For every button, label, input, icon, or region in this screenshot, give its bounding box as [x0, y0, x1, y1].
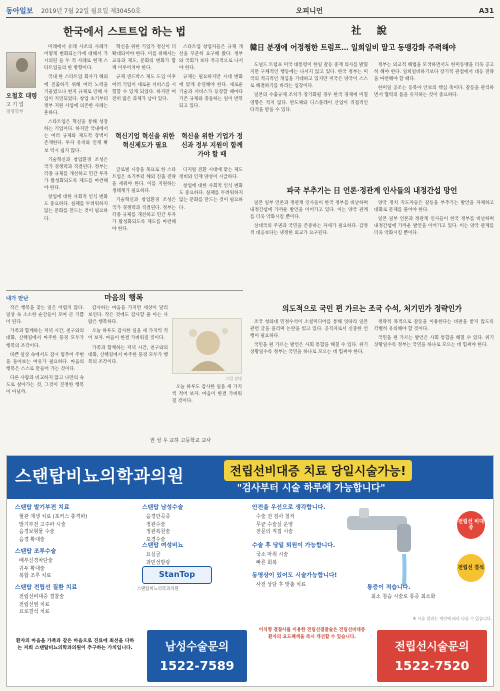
editorial-1-col-2 — [374, 62, 494, 182]
paragraph: 디지털 전환 시대에 맞는 제도 정비와 인재 양성이 시급하다. — [179, 168, 243, 181]
ad-item: 음경 확대술 — [19, 537, 45, 544]
column-col-2 — [88, 305, 168, 435]
ad-item: 정관수술 — [146, 521, 166, 528]
paragraph: 상대국의 주권과 국민을 존중하는 자세가 필요하다. 감정적 대응보다는 냉정한 외교가 요구된다. — [250, 224, 368, 237]
pull-quote: 혁신기업 혁신을 위한 혁신제도가 필요 — [115, 133, 175, 150]
ad-section — [367, 584, 487, 602]
paragraph: 가족과 함께하는 저녁 시간, 친구와의 대화, 산책길에서 마주한 풍경 모두가 행복의 조각이다. — [88, 345, 168, 365]
ad-item: 수술 전 검사 철저 — [256, 513, 295, 520]
paragraph: 글로벌 시장을 목표로 한 스타트업은 초기부터 해외 진출 전략을 세워야 한다. 이를 지원하는 생태계가 필요하다. — [112, 168, 176, 195]
ad-section-title: 스탠탑 여성비뇨 — [142, 543, 184, 549]
author-box — [6, 52, 40, 115]
stantop-subtitle: 스탠탑비뇨의학과의원 — [137, 587, 179, 592]
editorial-3-col-2 — [374, 319, 494, 449]
ad-footnote: ※ 시술 결과는 개인에 따라 다를 수 있습니다. — [412, 616, 492, 621]
ad-item: 국소 마취 시술 — [256, 551, 289, 558]
ad-section — [252, 572, 342, 590]
ad-section — [15, 548, 135, 581]
section-title: 오피니언 — [295, 6, 323, 15]
ad-item: 최소 침습 시술로 통증 최소화 — [371, 593, 436, 600]
ad-section — [15, 504, 135, 545]
faucet-icon — [337, 506, 447, 594]
editorial-headline-2: 파국 부추기는 日 언론·정관계 인사들의 내정간섭 망언 — [286, 186, 458, 195]
ad-section — [142, 504, 242, 545]
paragraph: 규제 샌드박스 제도 도입 이후 여러 기업이 새로운 서비스를 시험할 수 있게 되었다. 하지만 여전히 많은 과제가 남아 있다. — [112, 75, 176, 102]
paragraph: 미래에서 유래 사조의 사례가 어떻게 변화되는가에 대해서 가 시의된 들 두 적 사례로 현재 스타트업들의 한 방향이다. — [44, 45, 108, 72]
paragraph: 일본의 수출규제 조치가 장기화될 경우 한국 경제에 미칠 영향은 적지 않다. 반도체와 디스플레이 산업이 직접적인 타격을 받을 수 있다. — [250, 93, 368, 113]
article-col-2b — [112, 167, 176, 285]
illustration-caption: 그림 설명 — [225, 376, 242, 381]
paragraph: 국내 한 스타트업 회사가 해외에 진출하기 위해 여러 노력을 기울였으나 현지 규제로 인해 사업이 지연되었다. 창업 초기부터 정부 지원 사업에 의존한 사례는 흔하다. — [44, 75, 108, 116]
paragraph: 일본 일부 언론과 정관계 인사들이 한국 정부를 비난하며 내정간섭에 가까운 발언을 이어가고 있다. 이는 양국 관계를 더욱 악화시킬 뿐이다. — [250, 201, 368, 221]
ad-subtitle: "검사부터 시술 하루에 가능합니다" — [237, 483, 386, 494]
author-photo — [6, 52, 36, 88]
ad-item: 전립선비대증 결찰술 — [19, 593, 65, 600]
issue-date: 2019년 7월 22일 월요일 제30450호 — [41, 8, 141, 15]
column-label: 내가 만난 — [6, 295, 29, 302]
ad-message-2: 이식형 결찰사를 이용한 전립선결찰술은 전립선비대증 환자의 요도폐색을 즉시 개선할 수 있습니다. — [258, 628, 366, 640]
ad-item: 음경만곡증 — [146, 513, 171, 520]
paragraph: 정부는 외교적 해법을 모색하면서도 한미동맹을 더욱 공고히 해야 한다. 일희일비하기보다 장기적 관점에서 대응 전략을 마련해야 할 때다. — [374, 63, 494, 83]
ad-section-title: 안전을 우선으로 생각합니다. — [252, 505, 326, 511]
advertisement — [6, 455, 494, 687]
ad-message: 환자의 마음을 가족과 같은 마음으로 진료에 최선을 다하는 저희 스탠탑비뇨의학과의원이 추구하는 가치입니다. — [15, 639, 135, 652]
editorial-headline-1: 韓日 분쟁에 어정쩡한 트럼프… 일희일비 말고 동맹강화 주력해야 — [250, 43, 456, 52]
paragraph: 국민을 편 가르는 발언은 사회 통합을 해칠 수 있다. 위기 상황일수록 정부는 국민을 하나로 모으는 데 힘써야 한다. — [250, 343, 368, 356]
phone-box-label: 전립선시술문의 — [394, 640, 470, 653]
ad-section-title: 동영상이 있어도 시술가능합니다! — [252, 573, 338, 579]
phone-box-label: 남성수술문의 — [165, 640, 229, 653]
ad-item: 혈관 재생 치료 (포커스 충격파) — [19, 513, 88, 520]
column-title: 마음의 행복 — [104, 293, 144, 302]
page-header — [6, 4, 494, 18]
paragraph: 조국 청와대 민정수석이 소셜미디어를 통해 잇따라 일본 관련 글을 올리며 논란을 빚고 있다. 공직자로서 신중한 언행이 필요하다. — [250, 320, 368, 340]
editorial-headline-3: 의도적으로 국민 편 가르는 조국 수석, 처기민가 정략인가 — [282, 304, 462, 313]
column-author: 권 성 우 교하 고등학교 교사 — [150, 438, 212, 444]
paragraph: 한미일 공조는 동북아 안보의 핵심 축이다. 갈등을 관리하면서 협력의 틀을 유지하는 것이 중요하다. — [374, 86, 494, 99]
ad-clinic-name: 스탠탑비뇨의학과의원 — [15, 467, 185, 487]
ad-section-title: 스탠탑 남성수술 — [142, 505, 184, 511]
paragraph: 작은 행복을 찾는 일은 어렵지 않다. 일상 속 소소한 순간들이 모여 큰 기쁨이 된다. — [6, 306, 84, 326]
ad-section-title: 수술 후 당일 퇴원이 가능합니다. — [252, 543, 336, 549]
page-number: A31 — [478, 6, 494, 15]
paragraph: 기술혁신과 창업환경 조성은 국가 경쟁력과 직결된다. 정부는 각종 규제를 개선하고 민간 투자가 활성화되도록 제도를 마련해야 한다. — [44, 157, 108, 192]
column-banner — [6, 290, 243, 302]
newspaper-logo: 동아일보 — [6, 6, 34, 15]
ad-section-title: 통증이 적습니다. — [367, 585, 411, 591]
paragraph: 스타트업은 혁신을 통해 성장하는 기업이다. 하지만 국내에서는 여러 규제와 제도적 장벽이 존재한다. 투자 유치와 인재 확보 역시 쉽지 않다. — [44, 120, 108, 154]
paragraph: 국민을 편 가르는 발언은 사회 통합을 해칠 수 있다. 위기 상황일수록 정부는 국민을 하나로 모으는 데 힘써야 한다. — [374, 336, 494, 349]
article-headline: 한국에서 스트트업 하는 법 — [63, 26, 186, 38]
paragraph: 일본 일부 언론과 정관계 인사들이 한국 정부를 비난하며 내정간섭에 가까운 발언을 이어가고 있다. 이는 양국 관계를 더욱 악화시킬 뿐이다. — [374, 217, 494, 237]
paragraph: 감사하는 마음을 가지면 세상이 달리 보인다. 작은 것에도 감사할 줄 아는 사람은 행복하다. — [88, 306, 168, 326]
paragraph: 규제는 필요하지만 시대 변화에 맞게 유연해야 한다. 새로운 기술과 서비스가 등장할 때마다 기존 규제와 충돌하는 일이 반복되고 있다. — [179, 75, 243, 109]
ad-section-title: 스탠탑 발기부전 치료 — [15, 505, 70, 511]
paragraph: 기술혁신과 창업환경 조성은 국가 경쟁력과 직결된다. 정부는 각종 규제를 개선하고 민간 투자가 활성화되도록 제도를 마련해야 한다. — [112, 198, 176, 232]
ad-badge: 전립선비대증 치료 당일시술가능! — [224, 460, 412, 481]
author-title: 고 기 업 — [6, 102, 24, 108]
ad-item: 전립선염 치료 — [19, 601, 50, 608]
paragraph: 오늘 하루도 감사한 일을 세 가지씩 적어 보자. 마음이 한결 가벼워질 것이다. — [88, 329, 168, 342]
author-name: 오철호 대령 — [6, 93, 38, 100]
paragraph: 다른 사람과 비교하지 않고 나만의 속도로 살아가는 것, 그것이 진정한 행복이 아닐까. — [6, 375, 84, 396]
ad-item: 발기부전 고주파 시술 — [19, 521, 66, 528]
paragraph: 도널드 트럼프 미국 대통령이 한일 갈등 중재 의사를 밝혔지만 구체적인 행동에는 나서지 않고 있다. 한국 정부는 미국의 적극적인 개입을 기대하고 있지만 미국은 양국이 스스로 해결하기를 바라는 입장이다. — [250, 63, 368, 90]
ad-section — [142, 542, 242, 567]
ad-circle-badge: 전립선 비대증 — [457, 511, 485, 539]
phone-number: 1522-7520 — [394, 658, 470, 673]
stantop-logo: StanTop — [142, 566, 212, 584]
ad-item: 과민성방광 — [146, 559, 171, 566]
ad-item: 무균 수술실 운영 — [256, 521, 293, 528]
editorial-2-col-1 — [250, 200, 368, 300]
column-article — [6, 22, 243, 287]
pull-quote: 혁신을 위한 기업가 정신과 정부 지원이 함께 가야 할 때 — [181, 133, 243, 159]
ad-item: 사전 상담 후 맞춤 치료 — [256, 581, 306, 588]
author-affiliation: 경영학부 — [6, 110, 24, 115]
illustration-image — [173, 319, 243, 375]
ad-item: 빠른 회복 — [256, 559, 277, 566]
ad-item: 포경수술 — [146, 537, 166, 544]
ad-section-title: 스탠탑 조루수술 — [15, 549, 57, 555]
editorial-section — [250, 22, 494, 452]
paragraph: 양국 정치 지도자들은 갈등을 부추기는 발언을 자제하고 대화로 문제를 풀어야 한다. — [374, 201, 494, 214]
ad-item: 귀두 확대술 — [19, 565, 45, 572]
editorial-3-col-1 — [250, 319, 368, 449]
column-col-3 — [172, 384, 242, 434]
column-illustration — [172, 318, 242, 374]
editorial-title: 社 說 — [351, 26, 393, 37]
ad-section — [252, 504, 342, 537]
column-col-1 — [6, 305, 84, 451]
ad-item: 요로결석 치료 — [19, 609, 50, 616]
ad-circle-badge: 전립선 결석 — [457, 554, 485, 582]
paragraph: 혁신을 위한 기업가 정신이 더 확대되어야 한다. 이를 위해서는 교육과 제도, 문화의 변화가 함께 이루어져야 한다. — [112, 45, 176, 72]
ad-item: 배부신경차단술 — [19, 557, 53, 564]
paragraph: 정략적 목적으로 갈등을 이용한다는 비판을 받지 않도록 각별히 유의해야 할 것이다. — [374, 320, 494, 333]
phone-number: 1522-7589 — [159, 658, 235, 673]
paragraph: 창업에 대한 사회적 인식 변화도 중요하다. 실패를 두려워하지 않는 문화를 만드는 것이 필요하다. — [179, 184, 243, 211]
ad-item: 전문의 직접 시술 — [256, 529, 293, 536]
article-col-3b — [179, 167, 243, 285]
faucet-illustration — [337, 506, 447, 594]
ad-item: 복합 조루 치료 — [19, 573, 52, 580]
paragraph: 오늘 하루도 감사한 일을 세 가지씩 적어 보자. 마음이 한결 가벼워질 것이다. — [172, 385, 242, 405]
ad-item: 정관복원술 — [146, 529, 171, 536]
paragraph: 스타트업 창업자들은 규제 개선을 꾸준히 요구해 왔다. 정부와 국회가 보다 적극적으로 나서야 한다. — [179, 45, 243, 72]
paragraph: 창업에 대한 사회적 인식 변화도 중요하다. 실패를 두려워하지 않는 문화를 만드는 것이 필요하다. — [44, 195, 108, 222]
article-col-3 — [179, 44, 243, 126]
phone-box-male — [147, 630, 247, 682]
editorial-2-col-2 — [374, 200, 494, 300]
ad-section — [15, 584, 135, 617]
phone-box-prostate — [377, 630, 487, 682]
ad-item: 음경보형물 수술 — [19, 529, 55, 536]
ad-item: 요실금 — [146, 551, 161, 558]
article-col-1 — [44, 44, 108, 284]
ad-section — [252, 542, 342, 567]
paragraph: 가족과 함께하는 저녁 시간, 친구와의 대화, 산책길에서 마주한 풍경 모두가 행복의 조각이다. — [6, 329, 84, 349]
ad-section-title: 스탠탑 전립선 질환 치료 — [15, 585, 78, 591]
editorial-1-col-1 — [250, 62, 368, 182]
article-col-2 — [112, 44, 176, 126]
paragraph: 바쁜 일상 속에서도 잠시 멈추어 주변을 돌아보는 여유가 필요하다. 마음의 행복은 스스로 만들어 가는 것이다. — [6, 352, 84, 372]
